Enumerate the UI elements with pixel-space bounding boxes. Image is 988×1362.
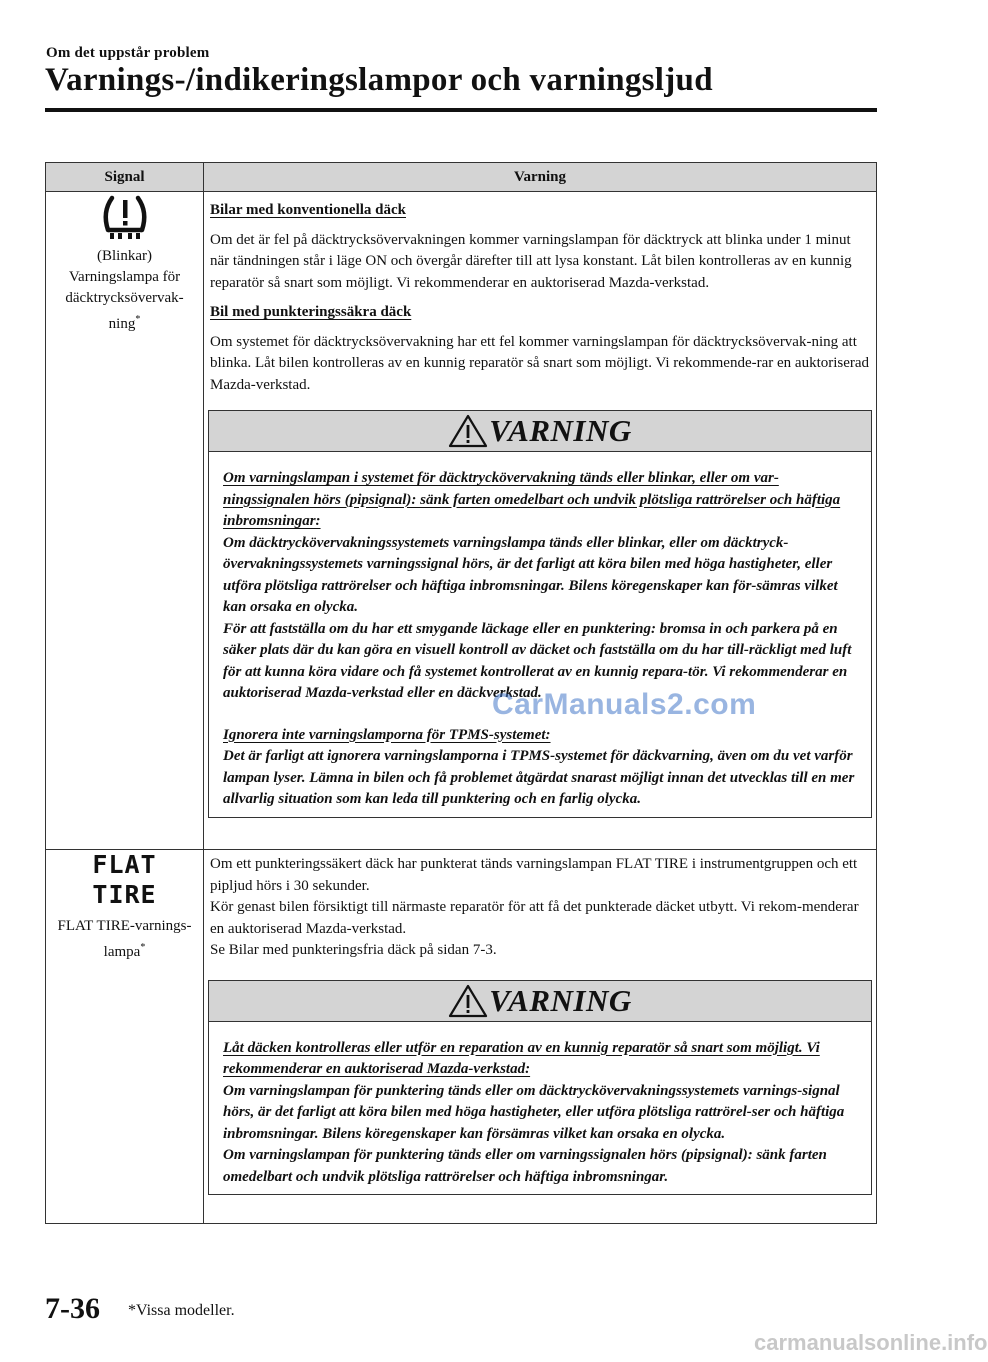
warning-lead: Låt däcken kontrolleras eller utför en reparation av en kunnig reparatör så snart som möjligt. Vi rekommenderar en auktoriserad Mazda-verkstad: <box>223 1039 820 1077</box>
warning-box <box>208 980 872 1196</box>
warning-box-title: VARNING <box>489 982 632 1018</box>
warning-box-header <box>209 411 871 452</box>
paragraph: Kör genast bilen försiktigt till närmaste reparatör för att få det punkterade däcket utbytt. Vi rekom-menderar en auktoriserad Mazda-verkstad. <box>210 899 859 937</box>
warning-cell-flat-tire <box>204 850 877 1224</box>
footer-watermark: carmanualsonline.info <box>754 1330 988 1355</box>
signal-cell-tpms <box>46 192 204 850</box>
column-header-warning: Varning <box>204 163 877 192</box>
signal-cell-flat-tire <box>46 850 204 1224</box>
footnote: *Vissa modeller. <box>128 1302 235 1319</box>
signal-caption: (Blinkar) <box>97 248 152 264</box>
signal-caption: Varningslampa för <box>68 269 181 285</box>
flat-tire-icon-text: FLAT <box>92 850 157 879</box>
watermark: CarManuals2.com <box>492 688 757 721</box>
paragraph: Om ett punkteringssäkert däck har punkterat tänds varningslampan FLAT TIRE i instrumentgruppen och ett pipljud hörs i 30 sekunder. <box>210 856 858 894</box>
warning-triangle-icon <box>448 984 488 1018</box>
signal-caption: FLAT TIRE-varnings- <box>57 918 192 934</box>
subheading-run-flat-tires: Bil med punkteringssäkra däck <box>210 304 412 320</box>
paragraph: Se Bilar med punkteringsfria däck på sidan 7-3. <box>210 942 497 958</box>
table-row <box>46 850 877 1224</box>
paragraph: Om systemet för däcktrycksövervakning har ett fel kommer varningslampan för däcktrycksövervak-ning att blinka. Låt bilen kontrolleras av en kunnig reparatör så snart som möjligt. Vi rekommende-rar en auktoriserad Mazda-verkstad. <box>210 333 870 393</box>
flat-tire-icon <box>54 850 195 910</box>
warning-text: Om varningslampan för punktering tänds eller om varningssignalen hörs (pipsignal): sänk farten omedelbart och undvik plötsliga rattrörelser och häftiga inbromsningar. <box>223 1147 827 1185</box>
warning-box-header <box>209 981 871 1022</box>
subheading-conventional-tires: Bilar med konventionella däck <box>210 202 406 218</box>
warning-triangle-icon <box>448 414 488 448</box>
section-label: Om det uppstår problem <box>46 45 210 61</box>
paragraph: Om det är fel på däcktrycksövervakningen kommer varningslampan för däcktryck att blinka under 1 minut när tändningen står i läge ON och övergår därefter till att lysa konstant. Låt bilen kontrolleras av en kunnig reparatör så snart som möjligt. Vi rekommenderar en auktoriserad Mazda-verkstad. <box>210 231 852 291</box>
signal-caption: däcktrycksövervak- <box>65 290 184 306</box>
column-header-signal: Signal <box>46 163 204 192</box>
warning-box-title: VARNING <box>489 413 632 449</box>
warning-lead: Ignorera inte varningslamporna för TPMS-systemet: <box>223 726 551 743</box>
warning-text: Det är farligt att ignorera varningslamporna i TPMS-systemet för däckvarning, även om du vet varför lampan lyser. Lämna in bilen och få problemet åtgärdat snarast möjligt innan det utvecklas till en mer allvarlig situation som kan leda till punktering och en farlig olycka. <box>223 748 855 807</box>
title-rule <box>45 108 877 112</box>
table-row <box>46 192 877 850</box>
warning-box <box>208 410 872 818</box>
warning-text: Om varningslampan för punktering tänds eller om däcktryckövervakningssystemets varnings-signal hörs, är det farligt att köra bilen med höga hastigheter, eller utföra plötsliga rattrörel-ser och häftiga inbromsningar. Bilens köregenskaper kan försämras vilket kan orsaka en olycka. <box>223 1082 845 1142</box>
warning-cell-tpms <box>204 192 877 850</box>
warning-box-body <box>209 452 871 817</box>
signal-caption: lampa* <box>103 942 146 960</box>
warning-text: Om däcktryckövervakningssystemets varningslampa tänds eller blinkar, eller om däcktryck-övervakningssystemets varningssignal hörs, är det farligt att köra bilen med höga hastigheter, eller utföra plötsliga rattrörelser och häftiga inbromsningar. Bilens köregenskaper kan för-sämras vilket kan orsaka en olycka. <box>223 534 838 615</box>
table-header-row <box>46 163 877 192</box>
page-title: Varnings-/indikeringslampor och varningsljud <box>45 62 713 98</box>
warning-text: För att fastställa om du har ett smygande läckage eller en punktering: bromsa in och parkera på en säker plats där du kan göra en visuell kontroll av däcket och fastställa om du har till-räckligt med luft för att kunna köra vidare och få systemet kontrollerat av en kunnig repara-tör. Vi rekommenderar en auktoriserad Mazda-verkstad eller en däckverkstad. <box>223 620 852 701</box>
tpms-warning-icon <box>98 192 152 242</box>
warning-box-body <box>209 1022 871 1195</box>
signal-caption: ning* <box>108 314 141 332</box>
flat-tire-icon-text: TIRE <box>92 880 157 909</box>
warning-lead: Om varningslampan i systemet för däcktryckövervakning tänds eller blinkar, eller om var-ningssignalen hörs (pipsignal): sänk farten omedelbart och undvik plötsliga rattrörelser och häftiga inbromsningar: <box>223 470 841 529</box>
page-number: 7-36 <box>45 1292 100 1325</box>
